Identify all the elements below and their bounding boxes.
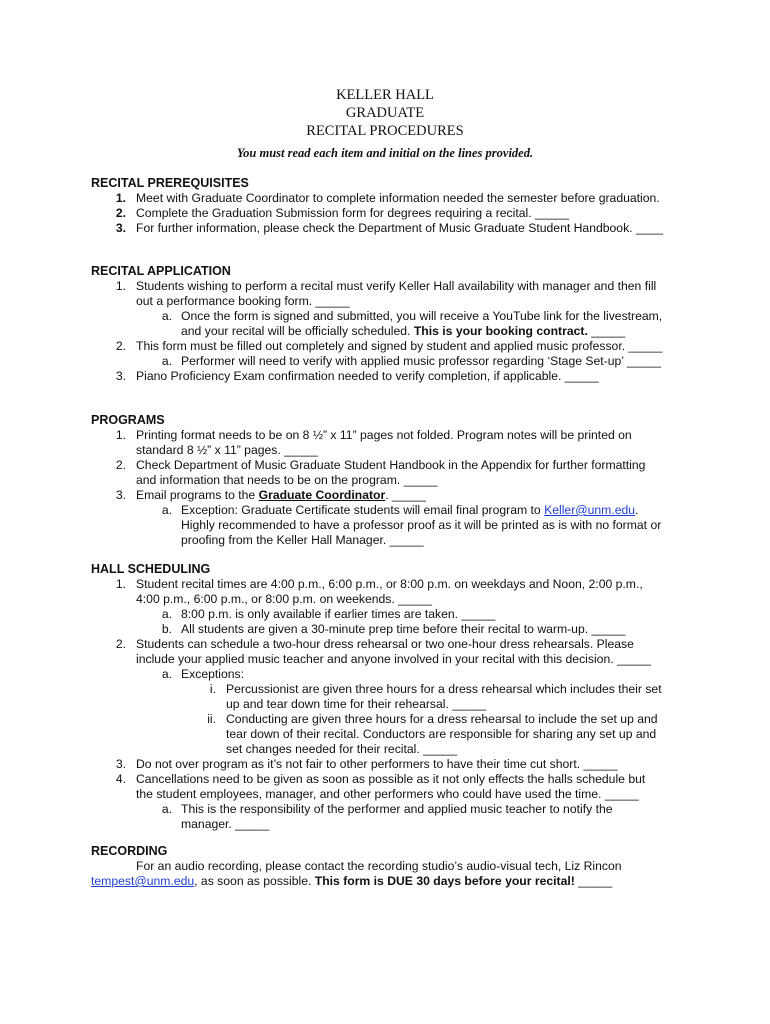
application-item-1a-line2: and your recital will be officially scheduled. This is your booking contract. _____ (181, 324, 626, 338)
hall-item-2-line2: include your applied music teacher and anyone involved in your recital with this decision. _____ (136, 652, 651, 666)
application-item-1-line2: out a performance booking form. _____ (136, 294, 350, 308)
doc-title-line2: GRADUATE (345, 105, 425, 121)
hall-item-4-line2: the student employees, manager, and other performers who could have used the time. _____ (136, 787, 639, 801)
application-item-2: This form must be filled out completely and signed by student and applied music professor. _____ (136, 339, 663, 353)
instructions: You must read each item and initial on the lines provided. (236, 146, 534, 160)
doc-title-line1: KELLER HALL (336, 87, 434, 103)
hall-item-4a-line1: This is the responsibility of the performer and applied music teacher to notify the (181, 802, 613, 816)
section-heading-recording: RECORDING (91, 844, 168, 858)
booking-contract-emphasis: This is your booking contract. (413, 324, 588, 338)
item-letter: a. (161, 607, 172, 621)
due-date-emphasis: This form is DUE 30 days before your recital! (314, 874, 575, 888)
application-item-1-line1: Students wishing to perform a recital must verify Keller Hall availability with manager and then fill (136, 279, 657, 293)
section-heading-programs: PROGRAMS (91, 413, 165, 427)
item-letter: a. (161, 309, 172, 323)
graduate-coordinator-link[interactable]: Graduate Coordinator (258, 488, 386, 502)
item-number: 1. (115, 191, 126, 205)
item-text: Meet with Graduate Coordinator to complete information needed the semester before graduation. (136, 191, 660, 205)
programs-item-3a-line2: Highly recommended to have a professor proof as it will be printed as is with no format or (181, 518, 662, 532)
item-number: 1. (115, 279, 126, 293)
hall-item-2-line1: Students can schedule a two-hour dress rehearsal or two one-hour dress rehearsals. Please (136, 637, 634, 651)
item-number: 1. (115, 577, 126, 591)
item-roman: ii. (207, 712, 216, 726)
item-number: 4. (115, 772, 126, 786)
section-heading-hall-scheduling: HALL SCHEDULING (91, 562, 211, 576)
hall-item-2a-ii-line1: Conducting are given three hours for a dress rehearsal to include the set up and (226, 712, 658, 726)
hall-item-1-line1: Student recital times are 4:00 p.m., 6:00 p.m., or 8:00 p.m. on weekdays and Noon, 2:00 p.m., (136, 577, 643, 591)
recording-line1: For an audio recording, please contact the recording studio’s audio-visual tech, Liz Rincon (136, 859, 622, 873)
recording-line2: tempest@unm.edu, as soon as possible. This form is DUE 30 days before your recital! _____ (91, 874, 613, 888)
programs-item-2-line1: Check Department of Music Graduate Student Handbook in the Appendix for further formatting (136, 458, 646, 472)
application-item-1a-line1: Once the form is signed and submitted, you will receive a YouTube link for the livestream, (181, 309, 663, 323)
programs-item-1-line1: Printing format needs to be on 8 ½” x 11” pages not folded. Program notes will be printed on (136, 428, 632, 442)
hall-item-4-line1: Cancellations need to be given as soon as possible as it not only effects the halls schedule but (136, 772, 646, 786)
item-letter: a. (161, 354, 172, 368)
item-letter: b. (161, 622, 172, 636)
hall-item-2a: Exceptions: (181, 667, 245, 681)
item-number: 2. (115, 339, 126, 353)
programs-item-3a-line1: Exception: Graduate Certificate students will email final program to Keller@unm.edu. (181, 503, 639, 517)
hall-item-4a-line2: manager. _____ (181, 817, 270, 831)
hall-item-1a: 8:00 p.m. is only available if earlier times are taken. _____ (181, 607, 496, 621)
item-letter: a. (161, 802, 172, 816)
hall-item-3: Do not over program as it’s not fair to other performers to have their time cut short. _____ (136, 757, 618, 771)
item-number: 3. (115, 488, 126, 502)
item-roman: i. (209, 682, 216, 696)
doc-title-line3: RECITAL PROCEDURES (306, 123, 464, 139)
section-heading-prerequisites: RECITAL PREREQUISITES (91, 176, 249, 190)
item-number: 2. (115, 458, 126, 472)
item-letter: a. (161, 667, 172, 681)
hall-item-2a-ii-line3: set changes needed for their recital. _____ (226, 742, 458, 756)
item-number: 3. (115, 369, 126, 383)
item-number: 1. (115, 428, 126, 442)
hall-item-1-line2: 4:00 p.m., 6:00 p.m., or 8:00 p.m. on weekends. _____ (136, 592, 433, 606)
item-letter: a. (161, 503, 172, 517)
application-item-3: Piano Proficiency Exam confirmation needed to verify completion, if applicable. _____ (136, 369, 599, 383)
hall-item-2a-ii-line2: tear down of their recital. Conductors are responsible for sharing any set up and (226, 727, 657, 741)
programs-item-1-line2: standard 8 ½” x 11” pages. _____ (136, 443, 319, 457)
hall-item-1b: All students are given a 30-minute prep time before their recital to warm-up. _____ (181, 622, 626, 636)
programs-item-3a-line3: proofing from the Keller Hall Manager. _____ (181, 533, 424, 547)
item-text: Complete the Graduation Submission form for degrees requiring a recital. _____ (136, 206, 569, 220)
application-item-2a: Performer will need to verify with applied music professor regarding ‘Stage Set-up’ _____ (181, 354, 661, 368)
item-number: 3. (115, 221, 126, 235)
section-heading-application: RECITAL APPLICATION (91, 264, 231, 278)
keller-email-link[interactable]: Keller@unm.edu (544, 503, 636, 517)
programs-item-2-line2: and information that needs to be on the program. _____ (136, 473, 438, 487)
programs-item-3: Email programs to the Graduate Coordinator. _____ (136, 488, 426, 502)
item-number: 2. (115, 637, 126, 651)
item-number: 2. (115, 206, 126, 220)
tempest-email-link[interactable]: tempest@unm.edu (91, 874, 195, 888)
hall-item-2a-i-line2: up and tear down time for their rehearsal. _____ (226, 697, 487, 711)
item-text: For further information, please check the Department of Music Graduate Student Handbook. ____ (136, 221, 664, 235)
hall-item-2a-i-line1: Percussionist are given three hours for a dress rehearsal which includes their set (226, 682, 662, 696)
item-number: 3. (115, 757, 126, 771)
